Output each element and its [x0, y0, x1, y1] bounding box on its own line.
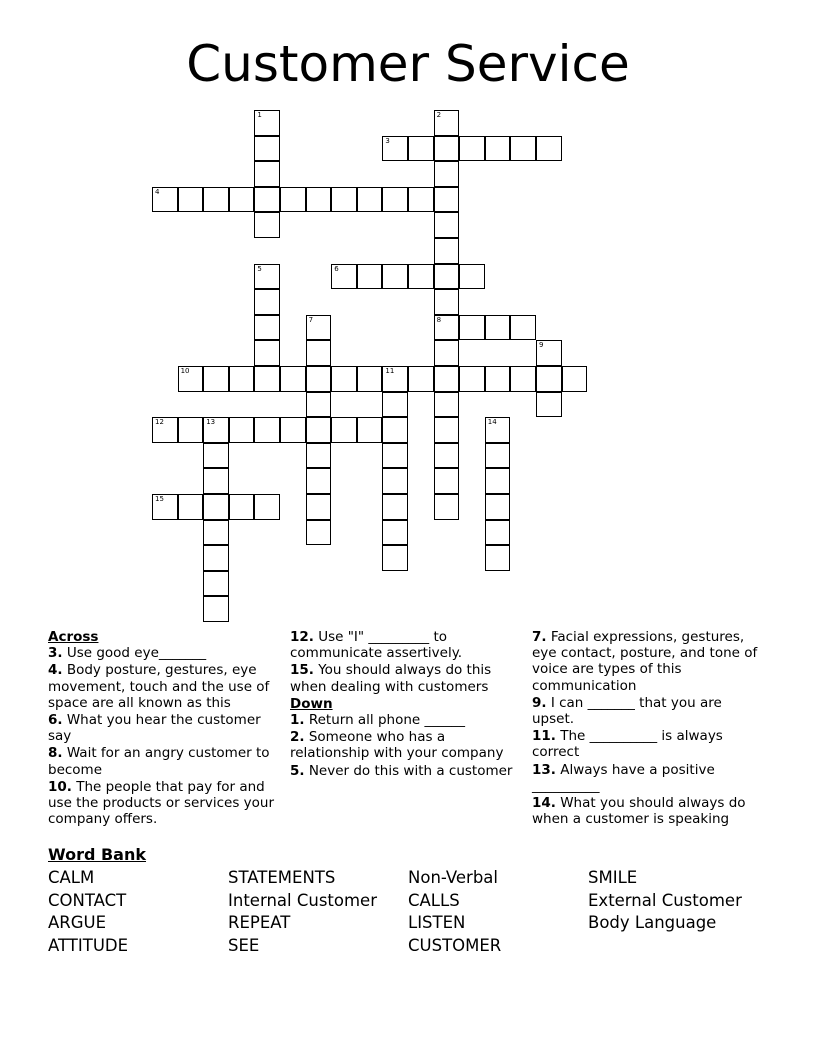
clue-text: What you hear the customer say [48, 712, 261, 745]
grid-cell[interactable] [485, 545, 511, 571]
clue-text: You should always do this when dealing with customers [290, 662, 492, 695]
word-bank-item: CALLS [408, 890, 460, 910]
word-bank-item: ATTITUDE [48, 935, 129, 955]
word-bank-item: Body Language [588, 913, 717, 932]
clue-num: 7. [532, 629, 547, 645]
clue-column-1 [48, 629, 284, 828]
clue-num: 14. [532, 795, 556, 812]
grid-cell[interactable] [203, 468, 229, 494]
word-bank-item: SEE [228, 935, 260, 955]
grid-cell[interactable] [178, 494, 204, 520]
word-bank-item: LISTEN [408, 913, 466, 932]
clue-item [290, 629, 526, 661]
grid-cell[interactable] [536, 366, 562, 392]
clue-text: The people that pay for and use the products or services your company offers. [48, 778, 275, 828]
grid-cell[interactable] [434, 212, 460, 238]
clue-text: Return all phone ______ [304, 712, 466, 729]
grid-cell[interactable] [306, 187, 332, 213]
clue-item [290, 662, 526, 694]
clue-text: I can _______ that you are upset. [532, 694, 722, 728]
puzzle-title: Customer Service [186, 35, 630, 93]
clue-number: 6 [334, 264, 339, 273]
grid-cell[interactable] [434, 110, 460, 136]
clue-item [290, 712, 526, 728]
grid-cell[interactable] [331, 264, 357, 290]
grid-cell[interactable] [408, 264, 434, 290]
grid-cell[interactable] [331, 417, 357, 443]
grid-cell[interactable] [536, 340, 562, 366]
clue-item [290, 729, 526, 761]
clue-item [532, 728, 768, 760]
word-bank-item: STATEMENTS [228, 868, 336, 887]
clue-number: 15 [155, 495, 164, 503]
grid-cell[interactable] [254, 212, 280, 238]
grid-cell[interactable] [382, 443, 408, 469]
grid-cell[interactable] [510, 315, 536, 341]
grid-cell[interactable] [203, 571, 229, 597]
clue-num: 12. [290, 629, 314, 645]
word-bank-item: REPEAT [228, 913, 291, 932]
grid-cell[interactable] [306, 340, 332, 366]
clue-num: 15. [290, 662, 314, 679]
grid-cell[interactable] [459, 264, 485, 290]
grid-cell[interactable] [229, 494, 255, 520]
grid-cell[interactable] [203, 545, 229, 571]
grid-cell[interactable] [254, 161, 280, 187]
clue-num: 11. [532, 728, 556, 745]
clue-text: Facial expressions, gestures, eye contact, posture, and tone of voice are types of this communication [532, 629, 758, 694]
word-bank-item: External Customer [588, 890, 742, 910]
grid-cell[interactable] [306, 315, 332, 341]
grid-cell[interactable] [254, 136, 280, 162]
grid-cell[interactable] [254, 315, 280, 341]
grid-cell[interactable] [510, 136, 536, 162]
grid-cell[interactable] [434, 136, 460, 162]
grid-cell[interactable] [408, 366, 434, 392]
grid-cell[interactable] [229, 366, 255, 392]
clue-text: Never do this with a customer [304, 762, 513, 779]
grid-cell[interactable] [331, 187, 357, 213]
clue-number: 3 [385, 136, 390, 145]
clue-item [48, 745, 284, 777]
word-bank-item: CONTACT [48, 890, 127, 910]
grid-cell[interactable] [434, 494, 460, 520]
grid-cell[interactable] [408, 136, 434, 162]
word-bank-item: CALM [48, 868, 95, 887]
word-bank-item: Internal Customer [228, 890, 377, 910]
clue-column-3 [532, 629, 768, 828]
grid-cell[interactable] [434, 315, 460, 341]
clue-text: Always have a positive __________ [532, 761, 715, 794]
grid-cell[interactable] [280, 417, 306, 443]
grid-cell[interactable] [434, 238, 460, 264]
grid-cell[interactable] [254, 340, 280, 366]
word-bank-item: ARGUE [48, 913, 107, 932]
grid-cell[interactable] [331, 366, 357, 392]
grid-cell[interactable] [152, 187, 178, 213]
grid-cell[interactable] [306, 366, 332, 392]
grid-cell[interactable] [459, 315, 485, 341]
clue-item [48, 779, 284, 828]
clue-num: 8. [48, 745, 63, 762]
clue-num: 3. [48, 645, 63, 662]
grid-cell[interactable] [485, 494, 511, 520]
grid-cell[interactable] [485, 417, 511, 443]
grid-cell[interactable] [152, 417, 178, 443]
grid-cell[interactable] [229, 417, 255, 443]
grid-cell[interactable] [485, 315, 511, 341]
clue-num: 6. [48, 712, 63, 729]
grid-cell[interactable] [510, 366, 536, 392]
clue-text: What you should always do when a customer is speaking [532, 795, 746, 828]
clue-column-2 [290, 629, 526, 780]
grid-cell[interactable] [229, 187, 255, 213]
grid-cell[interactable] [306, 520, 332, 546]
grid-cell[interactable] [434, 340, 460, 366]
grid-cell[interactable] [408, 187, 434, 213]
grid-cell[interactable] [434, 468, 460, 494]
grid-cell[interactable] [357, 366, 383, 392]
across-header: Across [48, 629, 99, 645]
grid-cell[interactable] [254, 110, 280, 136]
grid-cell[interactable] [536, 136, 562, 162]
clue-text: The __________ is always correct [532, 728, 723, 761]
clue-num: 5. [290, 762, 305, 779]
grid-cell[interactable] [306, 417, 332, 443]
clue-text: Use "I" _________ to communicate assertively. [290, 629, 463, 662]
clue-item [532, 695, 768, 727]
grid-cell[interactable] [382, 520, 408, 546]
grid-cell[interactable] [203, 366, 229, 392]
grid-cell[interactable] [152, 494, 178, 520]
clue-num: 10. [48, 778, 72, 795]
clue-text: Someone who has a relationship with your company [290, 729, 504, 762]
grid-cell[interactable] [382, 264, 408, 290]
grid-cell[interactable] [562, 366, 588, 392]
clue-number: 9 [539, 341, 544, 350]
clue-item [48, 712, 284, 744]
grid-cell[interactable] [306, 468, 332, 494]
grid-cell[interactable] [203, 520, 229, 546]
grid-cell[interactable] [254, 264, 280, 290]
word-bank-item: SMILE [588, 868, 638, 887]
clue-number: 2 [436, 111, 442, 119]
clue-item [532, 795, 768, 827]
grid-cell[interactable] [382, 417, 408, 443]
grid-cell[interactable] [203, 596, 229, 622]
grid-cell[interactable] [382, 468, 408, 494]
clue-number: 11 [385, 367, 395, 375]
grid-cell[interactable] [203, 443, 229, 469]
clue-item [48, 645, 284, 661]
grid-cell[interactable] [485, 468, 511, 494]
grid-cell[interactable] [382, 494, 408, 520]
clue-number: 7 [308, 315, 314, 324]
grid-cell[interactable] [459, 136, 485, 162]
grid-cell[interactable] [357, 264, 383, 290]
grid-cell[interactable] [254, 366, 280, 392]
grid-cell[interactable] [280, 187, 306, 213]
grid-cell[interactable] [434, 264, 460, 290]
clue-text: Body posture, gestures, eye movement, touch and the use of space are all known as this [48, 662, 270, 711]
grid-cell[interactable] [203, 187, 229, 213]
grid-cell[interactable] [178, 366, 204, 392]
clue-text: Wait for an angry customer to become [48, 745, 270, 778]
clue-number: 4 [155, 187, 160, 196]
grid-cell[interactable] [434, 366, 460, 392]
grid-cell[interactable] [434, 417, 460, 443]
down-header: Down [290, 695, 333, 712]
grid-cell[interactable] [434, 187, 460, 213]
grid-cell[interactable] [357, 187, 383, 213]
grid-cell[interactable] [434, 443, 460, 469]
clue-number: 8 [436, 315, 442, 324]
word-bank-item: CUSTOMER [408, 935, 502, 955]
clue-text: Use good eye_______ [62, 645, 207, 662]
clue-num: 13. [532, 761, 556, 778]
grid-cell[interactable] [382, 392, 408, 418]
clue-number: 5 [257, 264, 262, 273]
grid-cell[interactable] [485, 136, 511, 162]
word-bank-item: Non-Verbal [408, 868, 498, 887]
grid-cell[interactable] [357, 417, 383, 443]
grid-cell[interactable] [178, 187, 204, 213]
grid-cell[interactable] [382, 187, 408, 213]
clue-number: 10 [180, 367, 190, 375]
clue-item [290, 763, 526, 779]
clue-number: 13 [206, 418, 216, 427]
clue-item [48, 662, 284, 711]
grid-cell[interactable] [254, 494, 280, 520]
grid-cell[interactable] [434, 289, 460, 315]
grid-cell[interactable] [485, 366, 511, 392]
clue-number: 12 [155, 418, 164, 427]
grid-cell[interactable] [536, 392, 562, 418]
clue-number: 1 [257, 111, 262, 119]
grid-cell[interactable] [306, 392, 332, 418]
clue-num: 9. [532, 694, 547, 711]
grid-cell[interactable] [254, 289, 280, 315]
clue-number: 14 [487, 418, 497, 427]
grid-cell[interactable] [306, 443, 332, 469]
grid-cell[interactable] [178, 417, 204, 443]
grid-cell[interactable] [254, 187, 280, 213]
grid-cell[interactable] [382, 136, 408, 162]
grid-cell[interactable] [434, 392, 460, 418]
grid-cell[interactable] [203, 494, 229, 520]
grid-cell[interactable] [459, 366, 485, 392]
grid-cell[interactable] [485, 443, 511, 469]
grid-cell[interactable] [434, 161, 460, 187]
grid-cell[interactable] [254, 417, 280, 443]
grid-cell[interactable] [280, 366, 306, 392]
grid-cell[interactable] [203, 417, 229, 443]
clue-item [532, 629, 768, 694]
grid-cell[interactable] [382, 545, 408, 571]
grid-cell[interactable] [382, 366, 408, 392]
word-bank-title: Word Bank [48, 845, 147, 864]
grid-cell[interactable] [485, 520, 511, 546]
clue-num: 4. [48, 662, 63, 679]
clue-num: 2. [290, 729, 305, 746]
grid-cell[interactable] [306, 494, 332, 520]
clue-num: 1. [290, 712, 305, 729]
clue-item [532, 762, 768, 794]
